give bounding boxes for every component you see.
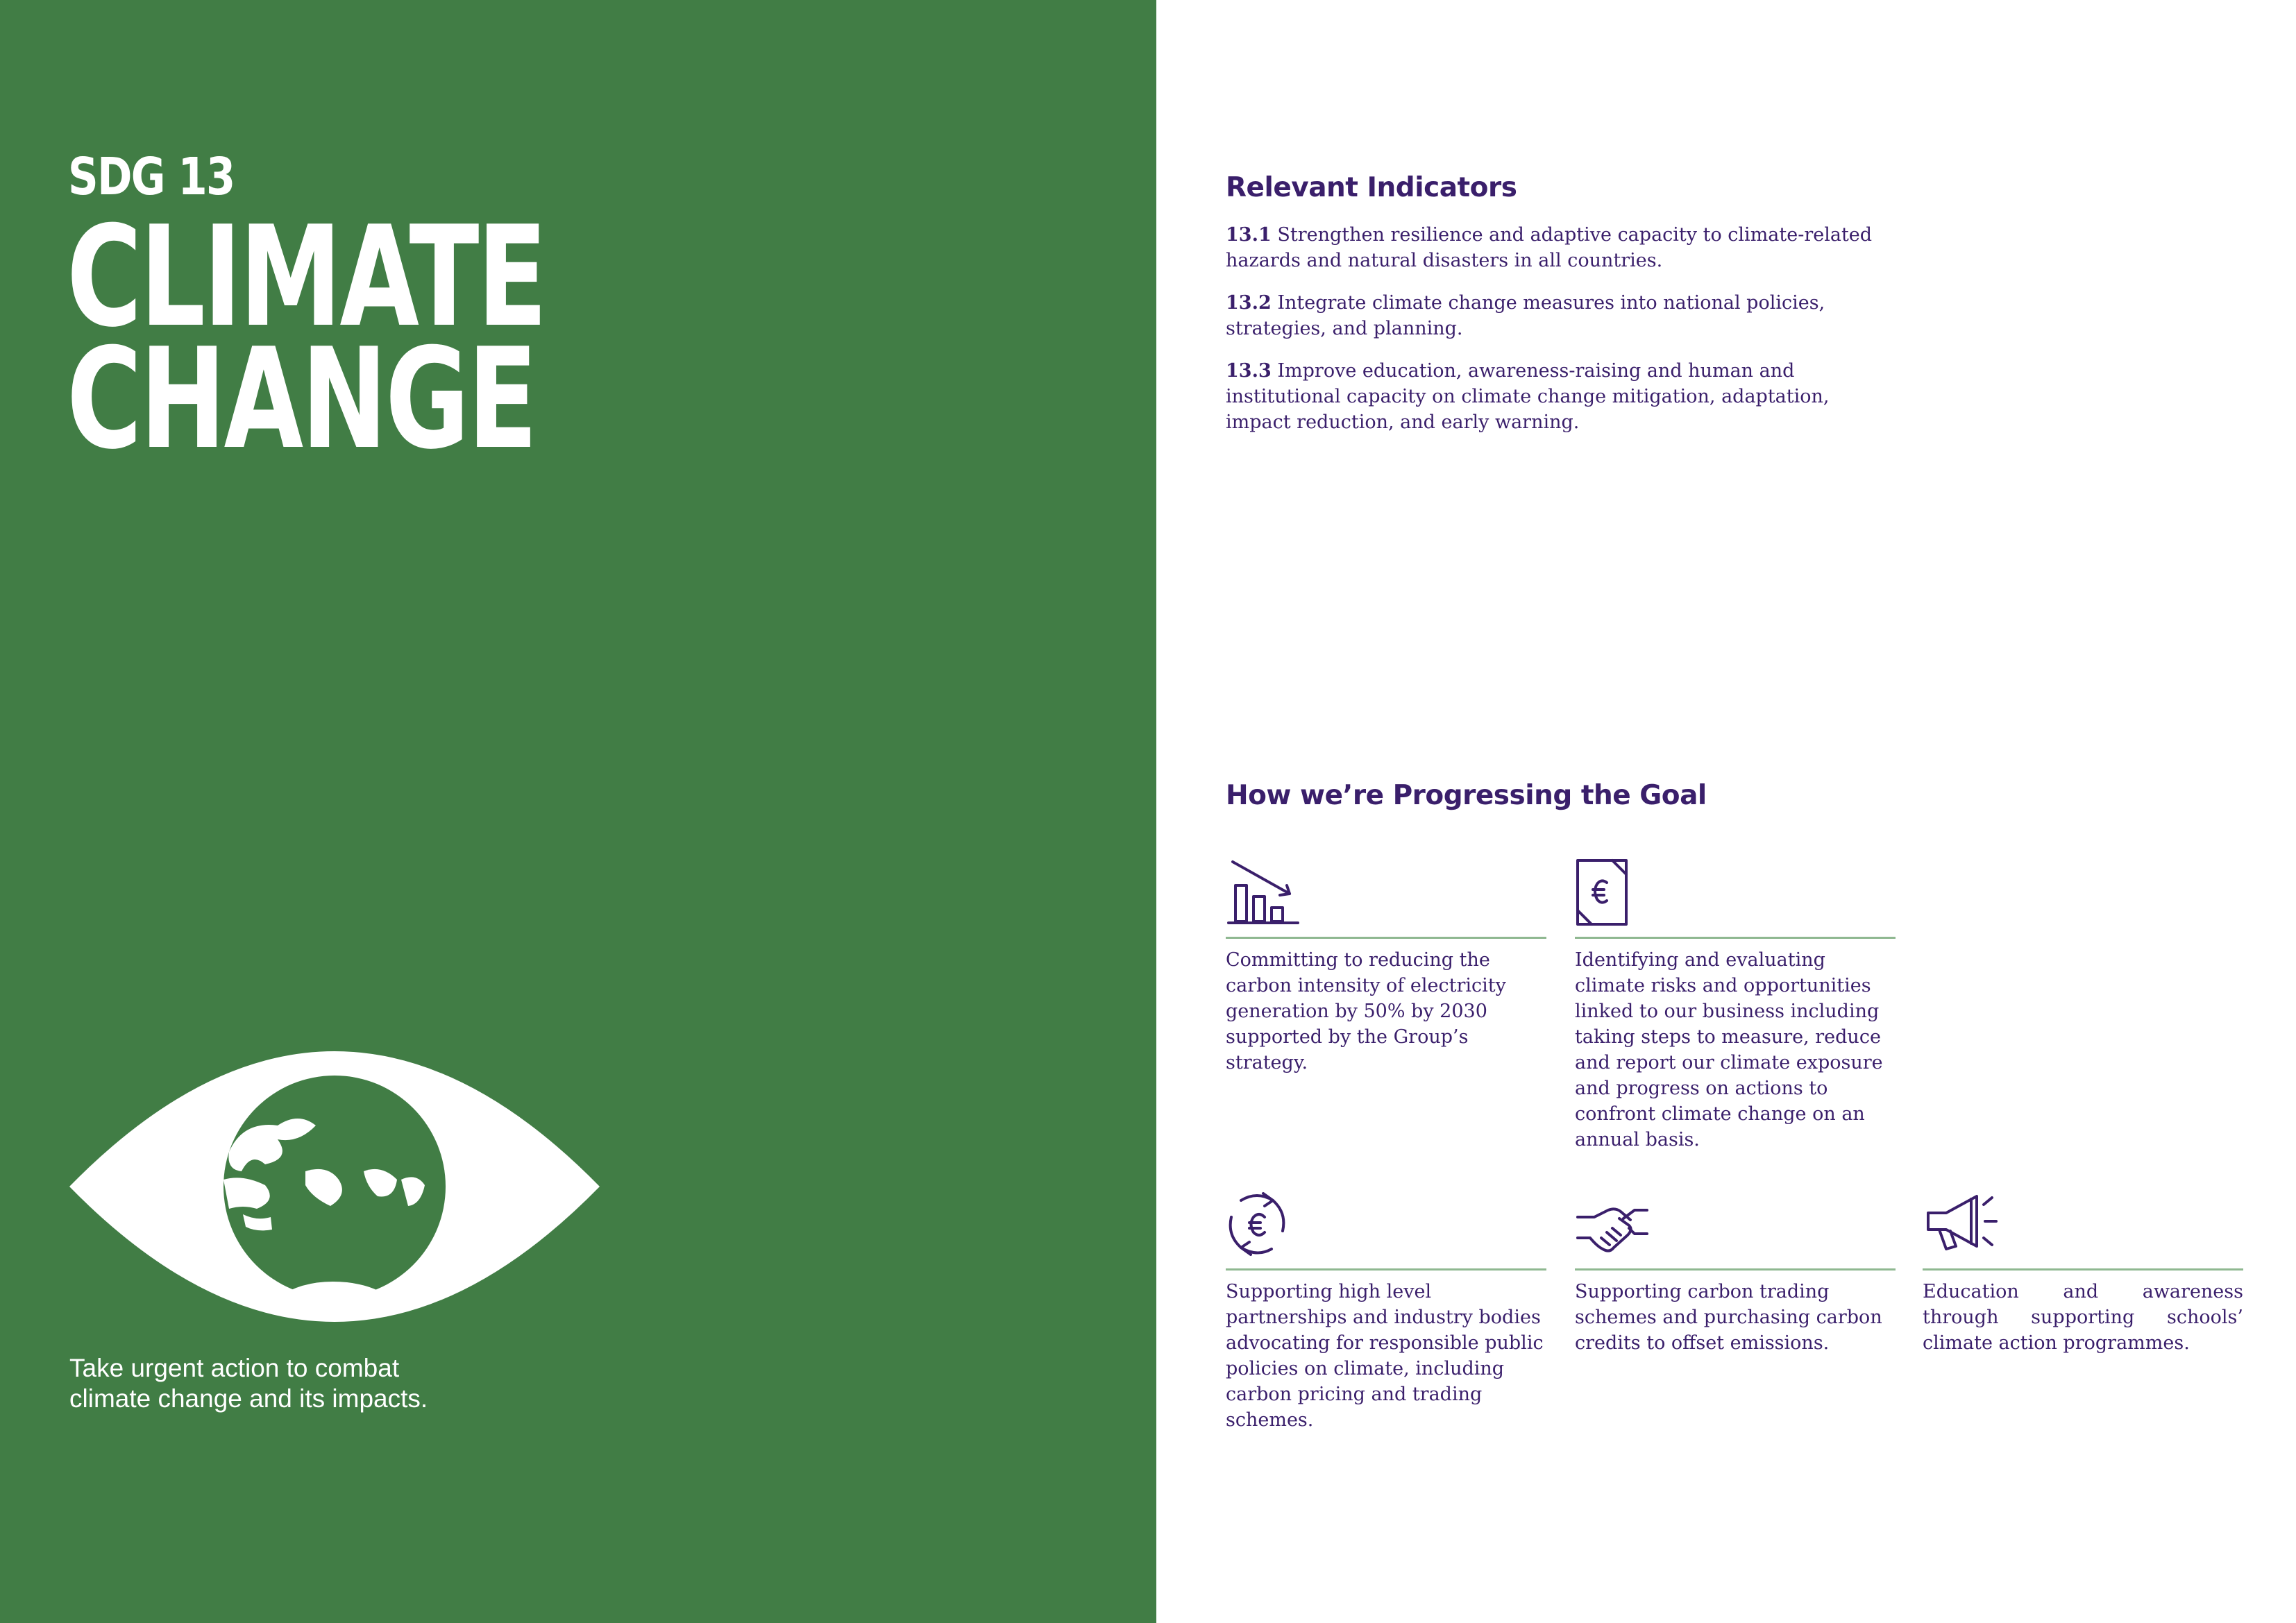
indicator-item [1226,290,1892,341]
tagline-line2: climate change and its impacts. [69,1384,428,1413]
sdg-title-line1: CLIMATE [67,196,546,358]
sdg-title-line2: CHANGE [67,318,536,480]
indicator-code: 13.2 [1226,292,1272,314]
indicator-text: Strengthen resilience and adaptive capacity to climate-related hazards and natural disasters in all countries. [1226,224,1873,271]
euro-cycle-icon [1226,1189,1288,1259]
indicator-code: 13.3 [1226,360,1272,382]
handshake-icon [1575,1189,1651,1259]
progress-card [1575,838,1896,1153]
indicator-text: Integrate climate change measures into national policies, strategies, and planning. [1226,292,1825,339]
progress-card-text: Supporting high level partnerships and industry bodies advocating for responsible public policies on climate, including carbon pricing and trading schemes. [1226,1281,1544,1431]
euro-document-icon [1575,858,1630,927]
right-panel [1156,0,2296,1623]
sdg-title [67,196,546,480]
progress-card [1923,1170,2243,1356]
indicator-item [1226,222,1892,273]
tagline [69,1353,428,1414]
progress-heading: How we’re Progressing the Goal [1226,780,1707,811]
progress-card [1575,1170,1896,1356]
indicator-code: 13.1 [1226,224,1272,246]
progress-card [1226,838,1546,1076]
progress-card-text: Committing to reducing the carbon intensity of electricity generation by 50% by 2030 supported by the Group’s strategy. [1226,949,1506,1073]
indicators-heading: Relevant Indicators [1226,172,1517,203]
tagline-line1: Take urgent action to combat [69,1354,400,1382]
indicator-item [1226,358,1892,435]
indicator-text: Improve education, awareness-raising and human and institutional capacity on climate change mitigation, adaptation, impact reduction, and early warning. [1226,360,1830,433]
declining-bar-chart-icon [1226,858,1302,927]
megaphone-icon [1923,1189,1999,1259]
progress-card-text: Identifying and evaluating climate risks and opportunities linked to our business including taking steps to measure, reduce and report our climate exposure and progress on actions to confront climate change on an annual basis. [1575,949,1883,1150]
progress-card-text: Supporting carbon trading schemes and purchasing carbon credits to offset emissions. [1575,1281,1882,1354]
indicators-list [1226,222,1892,452]
progress-card [1226,1170,1546,1433]
eye-globe-icon [69,1048,600,1325]
progress-card-text: Education and awareness through supporting schools’ climate action programmes. [1923,1281,2243,1354]
sdg-number: SDG 13 [68,147,235,207]
